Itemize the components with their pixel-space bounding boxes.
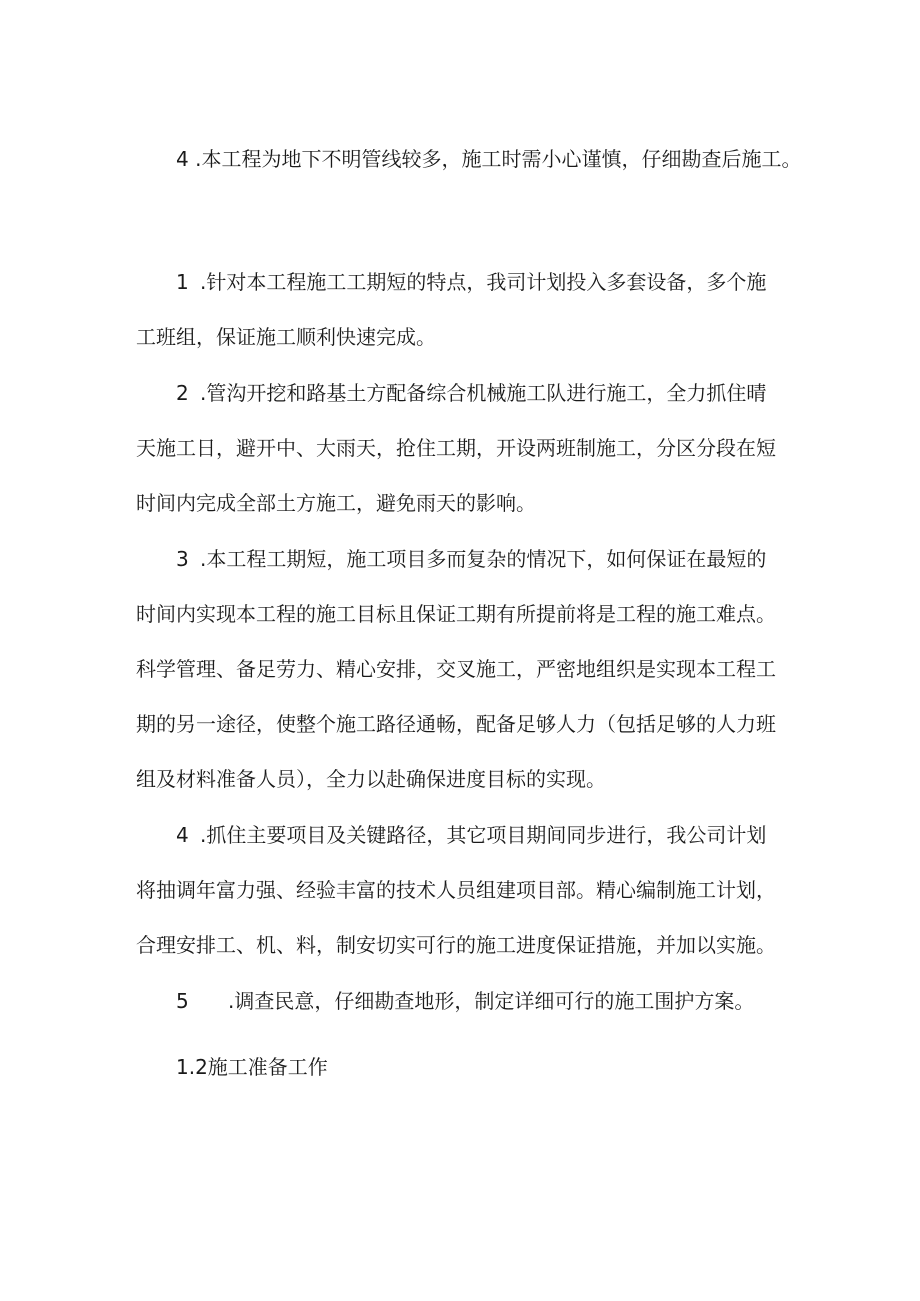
section-heading: 1.2施工准备工作	[176, 1055, 328, 1079]
paragraph-2-number: 2	[176, 381, 189, 405]
paragraph-4-line-3: 合理安排工、机、料，制安切实可行的施工进度保证措施，并加以实施。	[136, 933, 776, 957]
paragraph-5-text-1: .调查民意，仔细勘查地形，制定详细可行的施工围护方案。	[228, 989, 755, 1013]
paragraph-5-line-1	[176, 989, 754, 1013]
paragraph-2-line-3: 时间内完成全部土方施工，避免雨天的影响。	[136, 491, 536, 515]
paragraph-1-number: 1	[176, 270, 189, 294]
note-4-line: 4 .本工程为地下不明管线较多，施工时需小心谨慎，仔细勘查后施工。	[176, 147, 802, 171]
paragraph-1-line-2: 工班组，保证施工顺利快速完成。	[136, 325, 436, 349]
paragraph-4-text-1: .抓住主要项目及关键路径，其它项目期间同步进行，我公司计划	[200, 823, 767, 847]
paragraph-4-line-2: 将抽调年富力强、经验丰富的技术人员组建项目部。精心编制施工计划，	[136, 878, 776, 902]
paragraph-2-line-1	[176, 381, 766, 405]
paragraph-5-number: 5	[176, 989, 189, 1013]
paragraph-3-line-4: 期的另一途径，使整个施工路径通畅，配备足够人力（包括足够的人力班	[136, 712, 776, 736]
paragraph-2-line-2: 天施工日，避开中、大雨天，抢住工期，开设两班制施工，分区分段在短	[136, 436, 776, 460]
paragraph-2-text-1: .管沟开挖和路基土方配备综合机械施工队进行施工，全力抓住晴	[200, 381, 767, 405]
paragraph-4-number: 4	[176, 823, 189, 847]
paragraph-3-line-5: 组及材料准备人员），全力以赴确保进度目标的实现。	[136, 767, 606, 791]
paragraph-3-text-1: .本工程工期短，施工项目多而复杂的情况下，如何保证在最短的	[200, 547, 767, 571]
paragraph-1-line-1	[176, 270, 766, 294]
paragraph-3-line-2: 时间内实现本工程的施工目标且保证工期有所提前将是工程的施工难点。	[136, 602, 776, 626]
paragraph-1-text-1: .针对本工程施工工期短的特点，我司计划投入多套设备，多个施	[200, 270, 767, 294]
paragraph-3-line-3: 科学管理、备足劳力、精心安排，交叉施工，严密地组织是实现本工程工	[136, 657, 776, 681]
paragraph-3-number: 3	[176, 547, 189, 571]
paragraph-3-line-1	[176, 547, 766, 571]
paragraph-4-line-1	[176, 823, 766, 847]
